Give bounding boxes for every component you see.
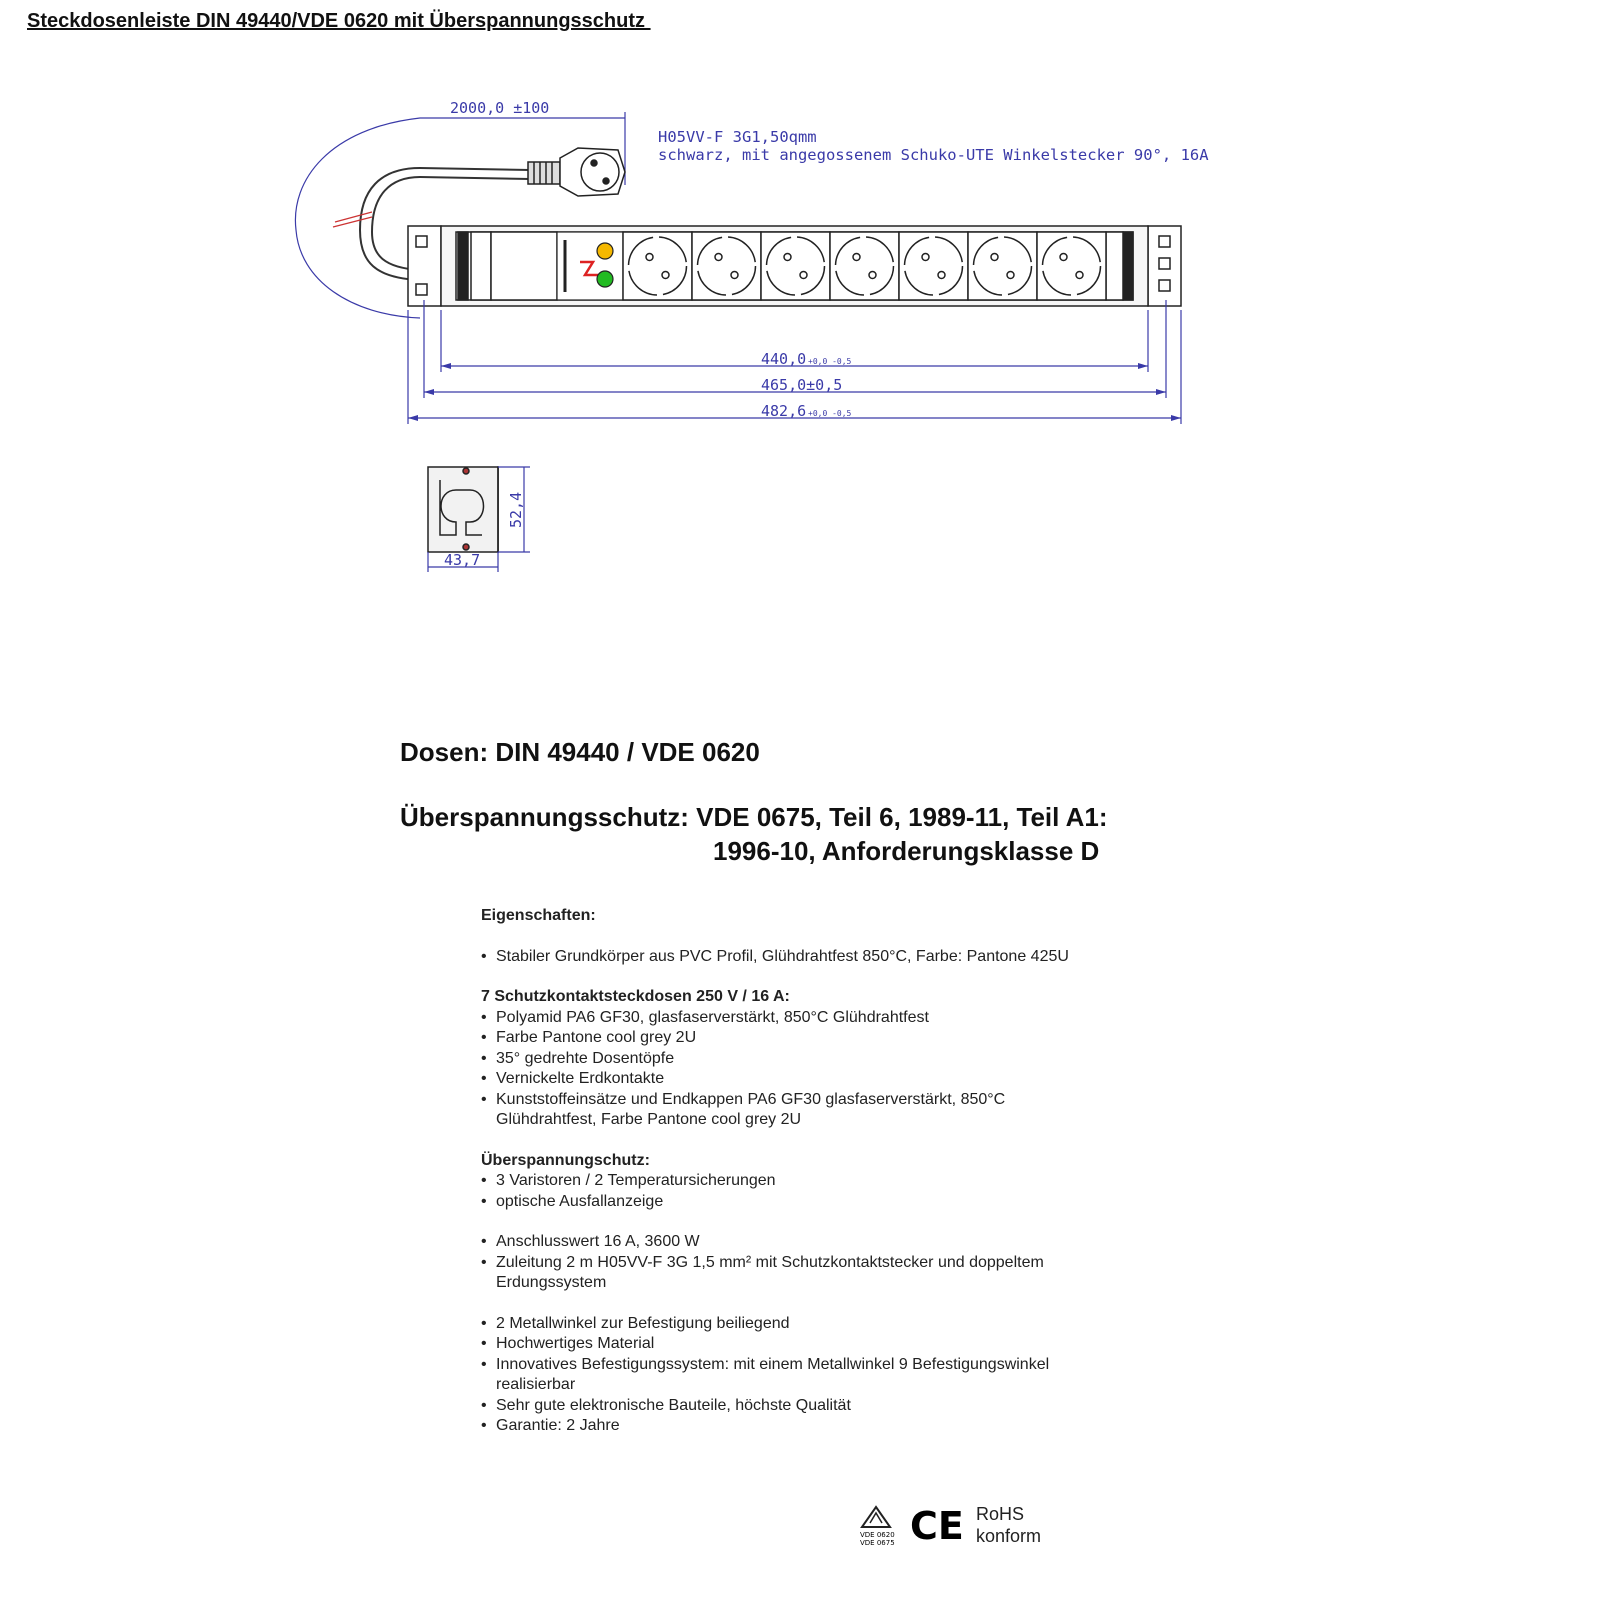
list-item: • Vernickelte Erdkontakte — [481, 1069, 1081, 1090]
rohs-label — [976, 1503, 1041, 1547]
list-item: • Stabiler Grundkörper aus PVC Profil, Glühdrahtfest 850°C, Farbe: Pantone 425U — [481, 947, 1081, 968]
surge-standard-line1: Überspannungsschutz: VDE 0675, Teil 6, 1989-11, Teil A1: — [400, 802, 1108, 832]
socket-1 — [623, 232, 692, 300]
dim-inner-tolerance: +0,0 -0,5 — [808, 357, 852, 366]
dim-inner-label: 440,0 — [761, 350, 807, 368]
list-item: • 3 Varistoren / 2 Temperatursicherungen — [481, 1171, 1081, 1192]
dim-mid-label: 465,0±0,5 — [761, 376, 843, 394]
vde-line2: VDE 0675 — [860, 1539, 895, 1547]
list-item: • Garantie: 2 Jahre — [481, 1416, 1081, 1437]
list-item: • 2 Metallwinkel zur Befestigung beiliegend — [481, 1314, 1081, 1335]
vde-logo — [860, 1507, 895, 1547]
page-title: Steckdosenleiste DIN 49440/VDE 0620 mit Überspannungsschutz — [27, 10, 651, 32]
list-item: • Sehr gute elektronische Bauteile, höchste Qualität — [481, 1396, 1081, 1417]
sockets-group — [623, 232, 1106, 300]
profile-cross-section — [428, 467, 498, 552]
vde-line1: VDE 0620 — [860, 1531, 895, 1539]
list-item: • optische Ausfallanzeige — [481, 1192, 1081, 1213]
dim-outer-label: 482,6 — [761, 402, 807, 420]
cable-spec-note — [658, 128, 1209, 164]
properties-list-body — [481, 947, 1081, 968]
list-item: • Kunststoffeinsätze und Endkappen PA6 GF30 glasfaserverstärkt, 850°C Glühdrahtfest, Farbe Pantone cool grey 2U — [481, 1090, 1081, 1131]
surge-module — [557, 232, 623, 300]
list-item: • Anschlusswert 16 A, 3600 W — [481, 1232, 1081, 1253]
cable-spec-line1: H05VV-F 3G1,50qmm — [658, 128, 817, 146]
socket-3 — [761, 232, 830, 300]
cable-length-label: 2000,0 ±100 — [450, 99, 550, 117]
schuko-plug — [528, 148, 625, 196]
dim-outer-tolerance: +0,0 -0,5 — [808, 409, 852, 418]
rohs-line2: konform — [976, 1526, 1042, 1546]
surge-standard-line2: 1996-10, Anforderungsklasse D — [713, 836, 1100, 866]
socket-5 — [899, 232, 968, 300]
technical-drawing — [0, 0, 1600, 600]
surge-heading: Überspannungschutz: — [481, 1151, 650, 1169]
socket-4 — [830, 232, 899, 300]
surge-list — [481, 1171, 1081, 1212]
profile-width-label: 43,7 — [444, 551, 481, 569]
sockets-heading: 7 Schutzkontaktsteckdosen 250 V / 16 A: — [481, 988, 790, 1005]
socket-7 — [1037, 232, 1106, 300]
rohs-line1: RoHS — [976, 1504, 1025, 1524]
list-item: • Innovatives Befestigungssystem: mit einem Metallwinkel 9 Befestigungswinkel realisierbar — [481, 1355, 1081, 1396]
dosen-standard: Dosen: DIN 49440 / VDE 0620 — [400, 737, 760, 767]
list-item: • Polyamid PA6 GF30, glasfaserverstärkt, 850°C Glühdrahtfest — [481, 1008, 1081, 1029]
led-green — [597, 271, 613, 287]
socket-2 — [692, 232, 761, 300]
profile-height-label: 52,4 — [507, 491, 525, 528]
properties-heading: Eigenschaften: — [481, 907, 596, 924]
electrical-list — [481, 1232, 1081, 1294]
properties-section — [481, 906, 1081, 1437]
led-amber — [597, 243, 613, 259]
list-item: • Zuleitung 2 m H05VV-F 3G 1,5 mm² mit Schutzkontaktstecker und doppeltem Erdungssystem — [481, 1253, 1081, 1294]
socket-6 — [968, 232, 1037, 300]
list-item: • Hochwertiges Material — [481, 1334, 1081, 1355]
sockets-list — [481, 1008, 1081, 1131]
list-item: • 35° gedrehte Dosentöpfe — [481, 1049, 1081, 1070]
ce-mark: CE — [910, 1504, 964, 1548]
cable-spec-line2: schwarz, mit angegossenem Schuko-UTE Winkelstecker 90°, 16A — [658, 146, 1209, 164]
list-item: • Farbe Pantone cool grey 2U — [481, 1028, 1081, 1049]
misc-list — [481, 1314, 1081, 1437]
